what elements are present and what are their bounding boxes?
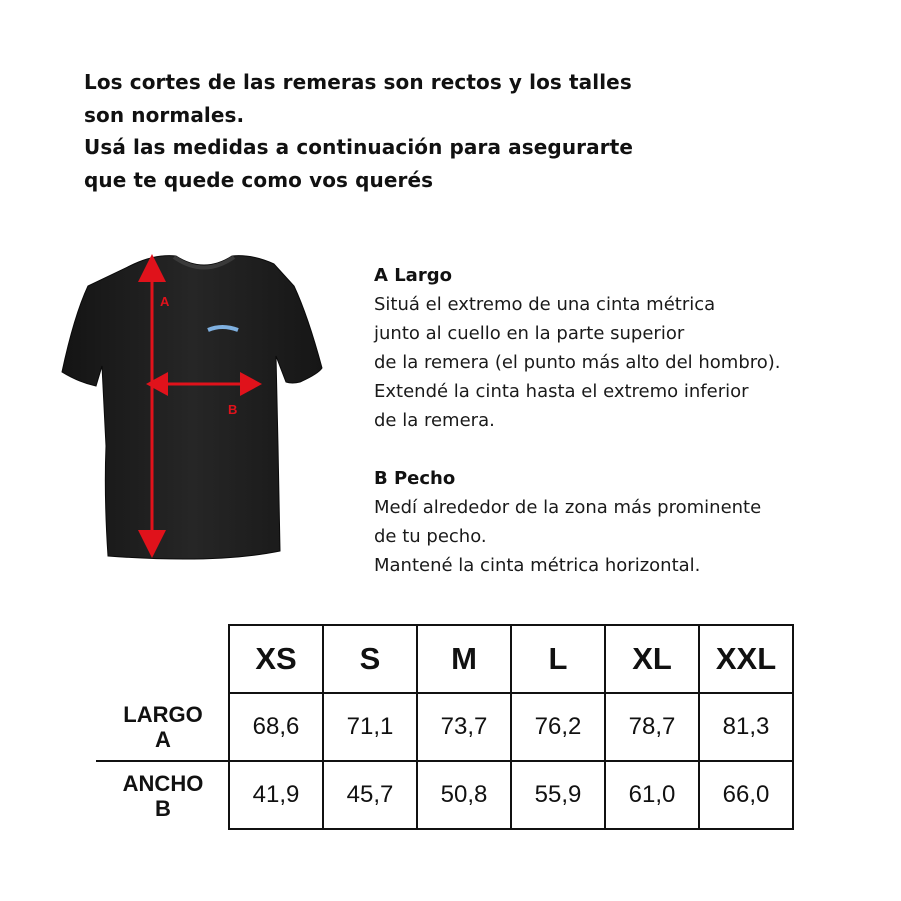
intro-line-3: Usá las medidas a continuación para asegurarte — [84, 135, 634, 159]
instruction-largo-line: de la remera (el punto más alto del hombro). — [374, 352, 781, 373]
table-cell: 68,6 — [229, 693, 323, 761]
instruction-largo — [374, 261, 874, 435]
table-row-largo — [96, 693, 793, 761]
size-chart-table — [96, 624, 794, 830]
instruction-largo-line: Extendé la cinta hasta el extremo inferior — [374, 381, 749, 402]
row-label-largo-line-2: A — [155, 726, 171, 752]
intro-text — [84, 66, 724, 196]
instruction-pecho — [374, 464, 874, 580]
size-header-l: L — [511, 625, 605, 693]
intro-line-1: Los cortes de las remeras son rectos y los talles — [84, 70, 632, 94]
table-cell: 73,7 — [417, 693, 511, 761]
table-cell: 71,1 — [323, 693, 417, 761]
table-cell: 61,0 — [605, 761, 699, 829]
table-cell: 55,9 — [511, 761, 605, 829]
table-cell: 81,3 — [699, 693, 793, 761]
diagram-label-b: B — [228, 402, 238, 417]
tshirt-icon — [62, 256, 322, 559]
table-cell: 50,8 — [417, 761, 511, 829]
instruction-largo-line: de la remera. — [374, 410, 495, 431]
row-label-largo-line-1: LARGO — [123, 701, 203, 727]
measurement-instructions — [374, 261, 874, 580]
size-header-s: S — [323, 625, 417, 693]
intro-line-4: que te quede como vos querés — [84, 167, 434, 192]
instruction-pecho-line: Mantené la cinta métrica horizontal. — [374, 555, 701, 576]
table-cell: 66,0 — [699, 761, 793, 829]
instruction-largo-heading: A Largo — [374, 265, 452, 286]
size-header-xs: XS — [229, 625, 323, 693]
instruction-pecho-line: de tu pecho. — [374, 526, 487, 547]
size-header-m: M — [417, 625, 511, 693]
row-label-ancho-line-2: B — [155, 795, 171, 821]
size-header-row — [96, 625, 793, 693]
table-row-ancho — [96, 761, 793, 829]
tshirt-measurement-diagram — [56, 246, 336, 566]
table-cell: 76,2 — [511, 693, 605, 761]
table-cell: 78,7 — [605, 693, 699, 761]
row-label-ancho-line-1: ANCHO — [122, 770, 204, 796]
instruction-pecho-heading: B Pecho — [374, 468, 456, 489]
row-label-ancho — [96, 761, 229, 829]
table-cell: 45,7 — [323, 761, 417, 829]
diagram-label-a: A — [160, 294, 170, 309]
instruction-largo-line: Situá el extremo de una cinta métrica — [374, 294, 716, 315]
table-corner — [96, 625, 229, 693]
instruction-largo-line: junto al cuello en la parte superior — [374, 323, 685, 344]
intro-line-2: son normales. — [84, 102, 245, 127]
instruction-pecho-line: Medí alrededor de la zona más prominente — [374, 497, 762, 518]
size-header-xl: XL — [605, 625, 699, 693]
row-label-largo — [96, 693, 229, 761]
table-cell: 41,9 — [229, 761, 323, 829]
size-header-xxl: XXL — [699, 625, 793, 693]
